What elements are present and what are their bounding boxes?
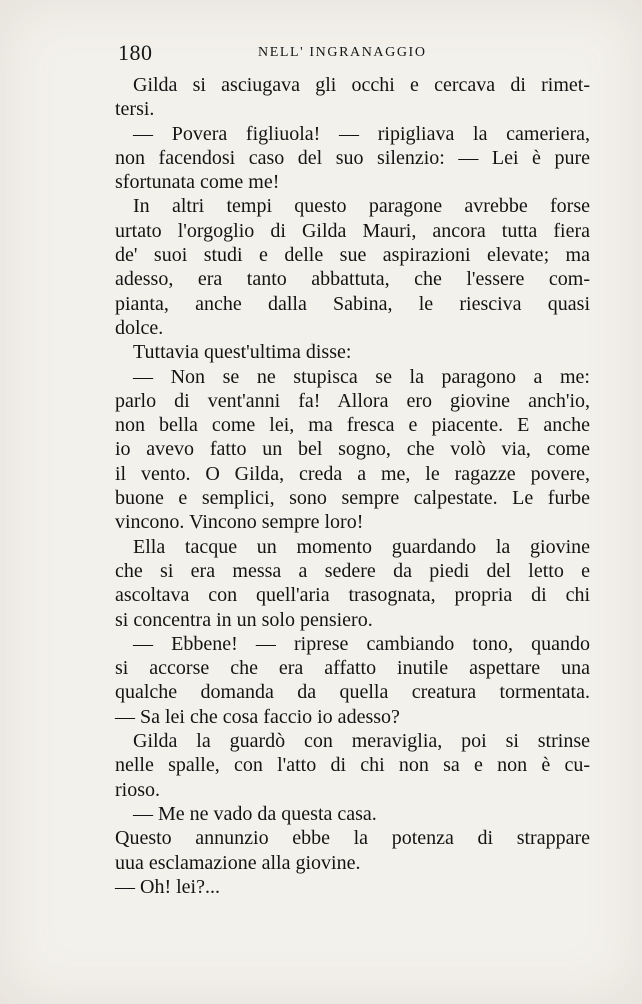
text-line: si concentra in un solo pensiero. — [115, 608, 373, 631]
text-line: buone e semplici, sono sempre calpestate. Le furbe — [115, 487, 590, 510]
text-line: tersi. — [115, 98, 155, 121]
text-line: pianta, anche dalla Sabina, le riesciva quasi — [115, 292, 590, 315]
text-line: Questo annunzio ebbe la potenza di strappare — [115, 827, 590, 850]
text-line: vincono. Vincono sempre loro! — [115, 511, 364, 534]
text-line: dolce. — [115, 316, 164, 339]
body-text — [115, 73, 590, 899]
page-number: 180 — [118, 40, 153, 65]
text-line: il vento. O Gilda, creda a me, le ragazze povere, — [115, 462, 590, 485]
text-line: che si era messa a sedere da piedi del letto e — [115, 559, 590, 582]
text-line: io avevo fatto un bel sogno, che volò via, come — [115, 438, 590, 461]
text-line: — Me ne vado da questa casa. — [133, 802, 377, 825]
text-line: Gilda la guardò con meraviglia, poi si strinse — [133, 730, 590, 753]
text-line: qualche domanda da quella creatura tormentata. — [115, 681, 590, 704]
text-line: si accorse che era affatto inutile aspettare una — [115, 657, 590, 680]
text-line: — Sa lei che cosa faccio io adesso? — [115, 705, 400, 728]
text-line: urtato l'orgoglio di Gilda Mauri, ancora tutta fiera — [115, 219, 590, 242]
text-line: — Oh! lei?... — [115, 875, 220, 898]
text-line: In altri tempi questo paragone avrebbe forse — [133, 195, 590, 218]
text-line: Gilda si asciugava gli occhi e cercava di rimet- — [133, 74, 590, 96]
text-line: non facendosi caso del suo silenzio: — Lei è pure — [115, 146, 590, 169]
text-line: — Povera figliuola! — ripigliava la cameriera, — [133, 122, 590, 145]
text-line: non bella come lei, ma fresca e piacente. E anche — [115, 414, 590, 437]
text-line: ascoltava con quell'aria trasognata, propria di chi — [115, 584, 590, 607]
text-line: parlo di vent'anni fa! Allora ero giovine anch'io, — [115, 389, 590, 412]
text-line: adesso, era tanto abbattuta, che l'essere com- — [115, 268, 590, 291]
text-line: — Non se ne stupisca se la paragono a me: — [133, 365, 590, 388]
text-line: nelle spalle, con l'atto di chi non sa e non è cu- — [115, 754, 590, 777]
running-title: NELL' INGRANAGGIO — [258, 45, 427, 60]
text-line: — Ebbene! — riprese cambiando tono, quando — [133, 632, 590, 655]
text-line: rioso. — [115, 778, 160, 801]
text-line: sfortunata come me! — [115, 171, 280, 194]
text-line: Ella tacque un momento guardando la giovine — [133, 535, 590, 558]
text-line: de' suoi studi e delle sue aspirazioni elevate; ma — [115, 244, 590, 267]
page-header — [118, 40, 588, 66]
text-line: uua esclamazione alla giovine. — [115, 851, 361, 874]
text-line: Tuttavia quest'ultima disse: — [133, 341, 352, 364]
